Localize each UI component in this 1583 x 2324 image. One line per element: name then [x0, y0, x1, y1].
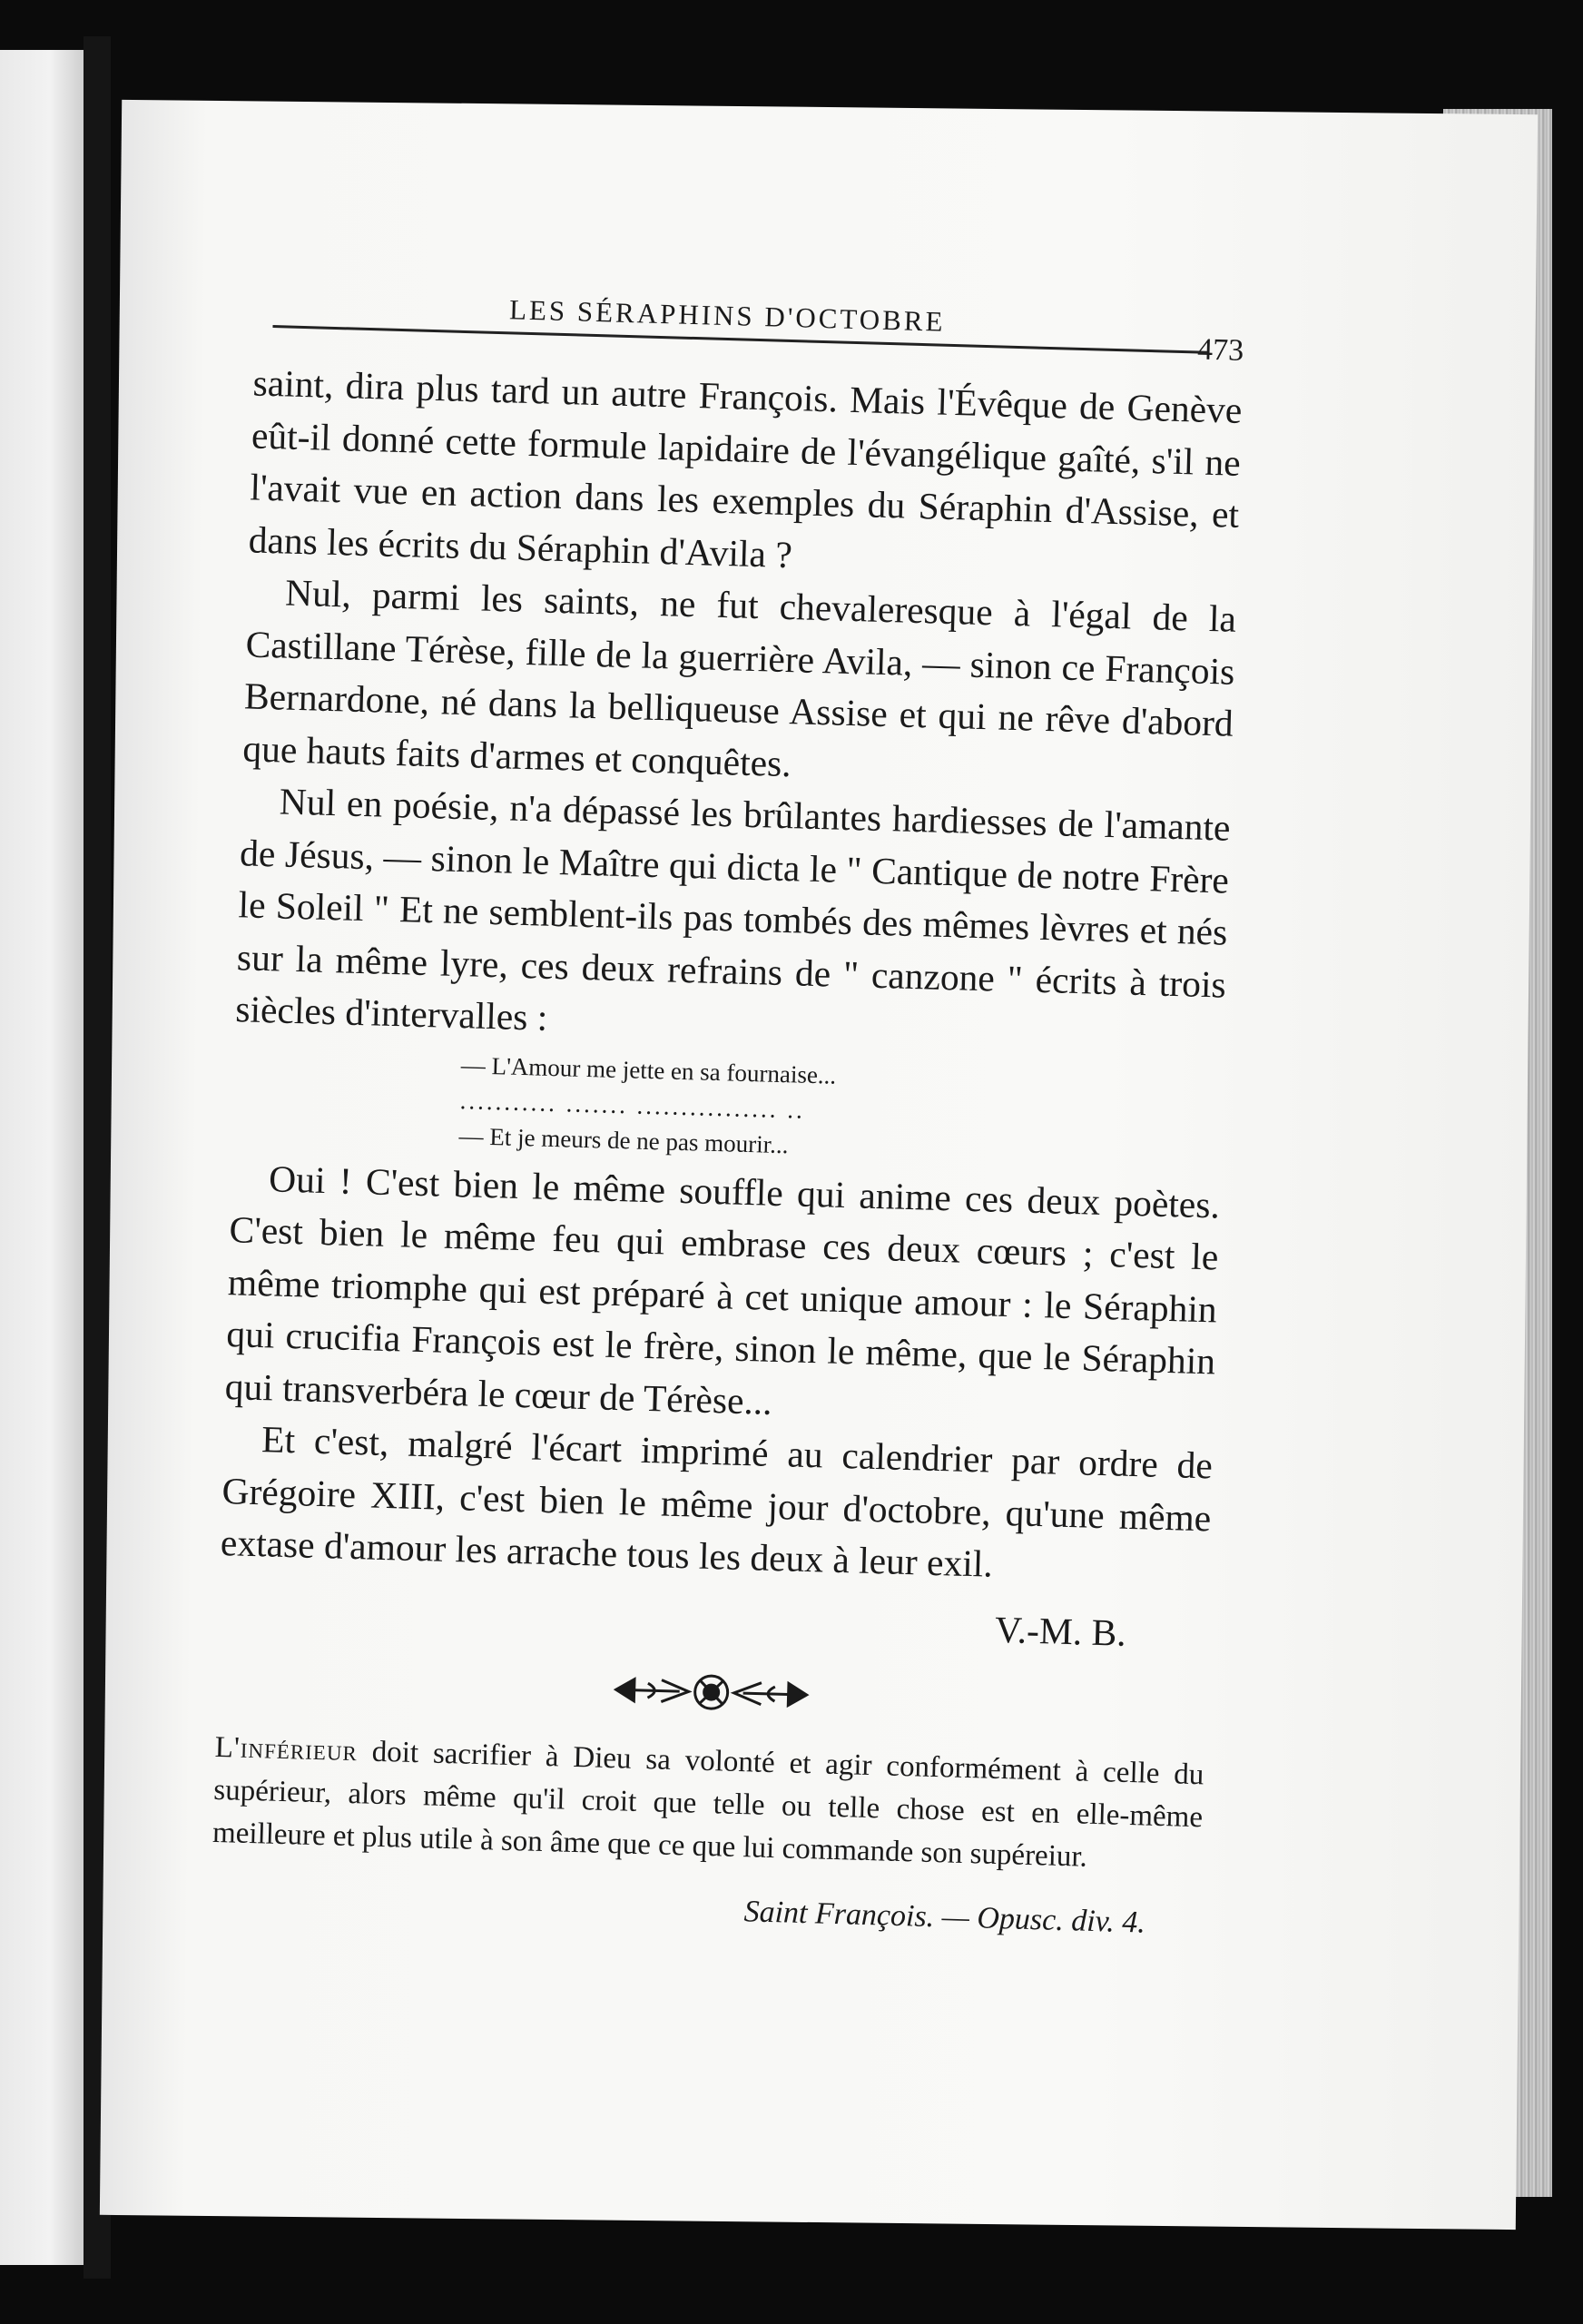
verse-line: — L'Amour me jette en sa fournaise...	[460, 1050, 837, 1089]
verse-line: — Et je meurs de ne pas mourir...	[458, 1121, 789, 1158]
paragraph: saint, dira plus tard un autre François. Mais l'Évêque de Genève eût-il donné cette formule lapidaire de l'évangélique gaîté, s'il ne l'avait vue en action dans les exemples du Séraphin d'Assise, et dans les écrits du Séraphin d'Avila ?	[248, 361, 1243, 576]
page-content	[179, 259, 1245, 2102]
quote-attribution: Saint François. — Opusc. div. 4.	[743, 1895, 1146, 1940]
facing-page-edge	[0, 50, 84, 2265]
author-signature: V.-M. B.	[994, 1608, 1127, 1654]
running-title: LES SÉRAPHINS D'OCTOBRE	[508, 293, 946, 338]
page-number: 473	[1196, 332, 1244, 368]
paragraph: Nul, parmi les saints, ne fut chevaleresque à l'égal de la Castillane Térèse, fille de la guerrière Avila, — sinon ce François Bernardone, né dans la belliqueuse Assise et qui ne rêve d'abord que hauts faits d'armes et conquêtes.	[241, 571, 1237, 784]
paragraph: Et c'est, malgré l'écart imprimé au calendrier par ordre de Grégoire XIII, c'est bien le même jour d'octobre, qu'une même extase d'amour les arrache tous les deux à leur exil.	[220, 1418, 1214, 1585]
paragraph: Nul en poésie, n'a dépassé les brûlantes hardiesses de l'amante de Jésus, — sinon le Maître qui dicta le " Cantique de notre Frère le Soleil " Et ne semblent-ils pas tombés des mêmes lèvres et nés sur la même lyre, ces deux refrains de " canzone " écrits à trois siècles d'intervalles :	[234, 780, 1232, 1039]
quote-lead: L'inférieur	[214, 1730, 359, 1768]
paragraph: Oui ! C'est bien le même souffle qui anime ces deux poètes. C'est bien le même feu qui embrase ces deux cœurs ; c'est le même triomphe qui est préparé à cet unique amour : le Séraphin qui crucifia François est le frère, sinon le même, que le Séraphin qui transverbéra le cœur de Térèse...	[224, 1157, 1221, 1423]
ornament-graphic	[606, 1662, 817, 1722]
body-text	[210, 357, 1243, 1950]
closing-quote	[211, 1727, 1204, 1882]
quote-text: doit sacrifier à Dieu sa volonté et agir conformément à celle du supérieur, alors même qu'il croit que telle ou telle chose est en elle-même meilleure et plus utile à son âme que ce que lui commande son supéreiur.	[211, 1735, 1204, 1874]
verse-ellipsis: ........... ....... ................ ..	[459, 1086, 806, 1124]
fleuron-ornament-icon	[216, 1647, 1207, 1738]
